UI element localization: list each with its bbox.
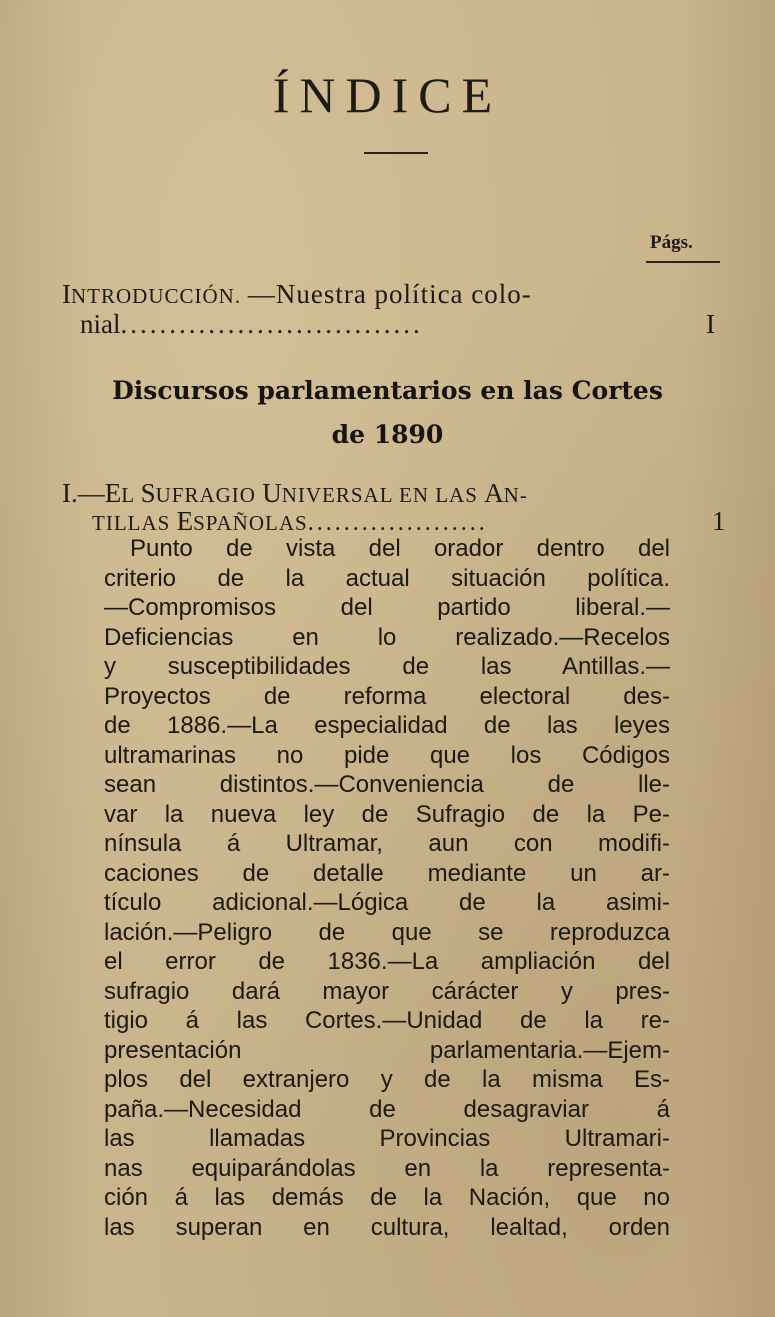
- entry-1-title-part: SPAÑOLAS: [193, 511, 308, 535]
- entry-1-title-part: TILLAS: [92, 511, 177, 535]
- summary-line: las llamadas Provincias Ultramari-: [104, 1125, 670, 1152]
- pages-column-label: Págs.: [650, 232, 693, 253]
- intro-subtitle: —Nuestra política colo-: [247, 279, 532, 309]
- summary-line: ción á las demás de la Nación, que no: [104, 1184, 670, 1211]
- intro-subtitle-cont: nial: [80, 309, 121, 339]
- page-title: ÍNDICE: [272, 67, 503, 123]
- entry-1-title-part: N-: [503, 483, 528, 507]
- summary-line: de 1886.—La especialidad de las leyes: [104, 712, 670, 739]
- entry-1-title-part: NIVERSAL EN LAS: [281, 483, 485, 507]
- summary-line: presentación parlamentaria.—Ejem-: [104, 1036, 670, 1064]
- pages-column-rule: [646, 261, 720, 263]
- entry-1-title-part: UFRAGIO: [155, 483, 263, 507]
- intro-page-number: I: [706, 309, 715, 339]
- entry-1-summary: [104, 534, 670, 1242]
- title-rule: [364, 152, 428, 154]
- section-heading-line-1: Discursos parlamentarios en las Cortes: [112, 376, 663, 405]
- intro-entry-line-1: [62, 279, 532, 311]
- intro-entry-line-2: [80, 309, 423, 339]
- summary-line: caciones de detalle mediante un ar-: [104, 859, 670, 887]
- entry-1-title-part: U: [262, 478, 282, 508]
- section-heading-line-2: de 1890: [331, 420, 444, 449]
- summary-line: nas equiparándolas en la representa-: [104, 1154, 670, 1182]
- entry-1-title-part: L: [121, 483, 141, 507]
- intro-title-rest: NTRODUCCIÓN.: [71, 284, 242, 308]
- summary-line: var la nueva ley de Sufragio de la Pe-: [104, 800, 670, 828]
- summary-line: el error de 1836.—La ampliación del: [104, 948, 670, 975]
- entry-1-number: I.—: [62, 478, 105, 508]
- entry-1-title-part: S: [140, 478, 156, 508]
- summary-line: lación.—Peligro de que se reproduzca: [104, 918, 670, 946]
- summary-line: nínsula á Ultramar, aun con modifi-: [104, 830, 670, 857]
- summary-line: tigio á las Cortes.—Unidad de la re-: [104, 1007, 670, 1034]
- summary-line: ultramarinas no pide que los Códigos: [104, 741, 670, 769]
- summary-line: plos del extranjero y de la misma Es-: [104, 1066, 670, 1093]
- entry-1-page-number: 1: [712, 506, 726, 536]
- summary-line: criterio de la actual situación política.: [104, 564, 670, 592]
- summary-line: sufragio dará mayor cárácter y pres-: [104, 977, 670, 1005]
- summary-line: paña.—Necesidad de desagraviar á: [104, 1095, 670, 1123]
- summary-line: Deficiencias en lo realizado.—Recelos: [104, 623, 670, 651]
- summary-line: —Compromisos del partido liberal.—: [104, 594, 670, 621]
- summary-line: tículo adicional.—Lógica de la asimi-: [104, 889, 670, 916]
- entry-1-leader-dots: ....................: [307, 510, 488, 536]
- summary-line: las superan en cultura, lealtad, orden: [104, 1213, 670, 1241]
- entry-1-title-part: A: [484, 478, 504, 508]
- summary-line: Punto de vista del orador dentro del: [130, 535, 670, 562]
- entry-1-title-part: E: [104, 478, 122, 508]
- intro-leader-dots: ...............................: [120, 309, 423, 339]
- intro-title-initial: I: [62, 279, 71, 309]
- entry-1-title-part: E: [176, 506, 194, 536]
- summary-line: sean distintos.—Conveniencia de lle-: [104, 771, 670, 798]
- summary-line: y susceptibilidades de las Antillas.—: [104, 653, 670, 680]
- summary-line: Proyectos de reforma electoral des-: [104, 682, 670, 710]
